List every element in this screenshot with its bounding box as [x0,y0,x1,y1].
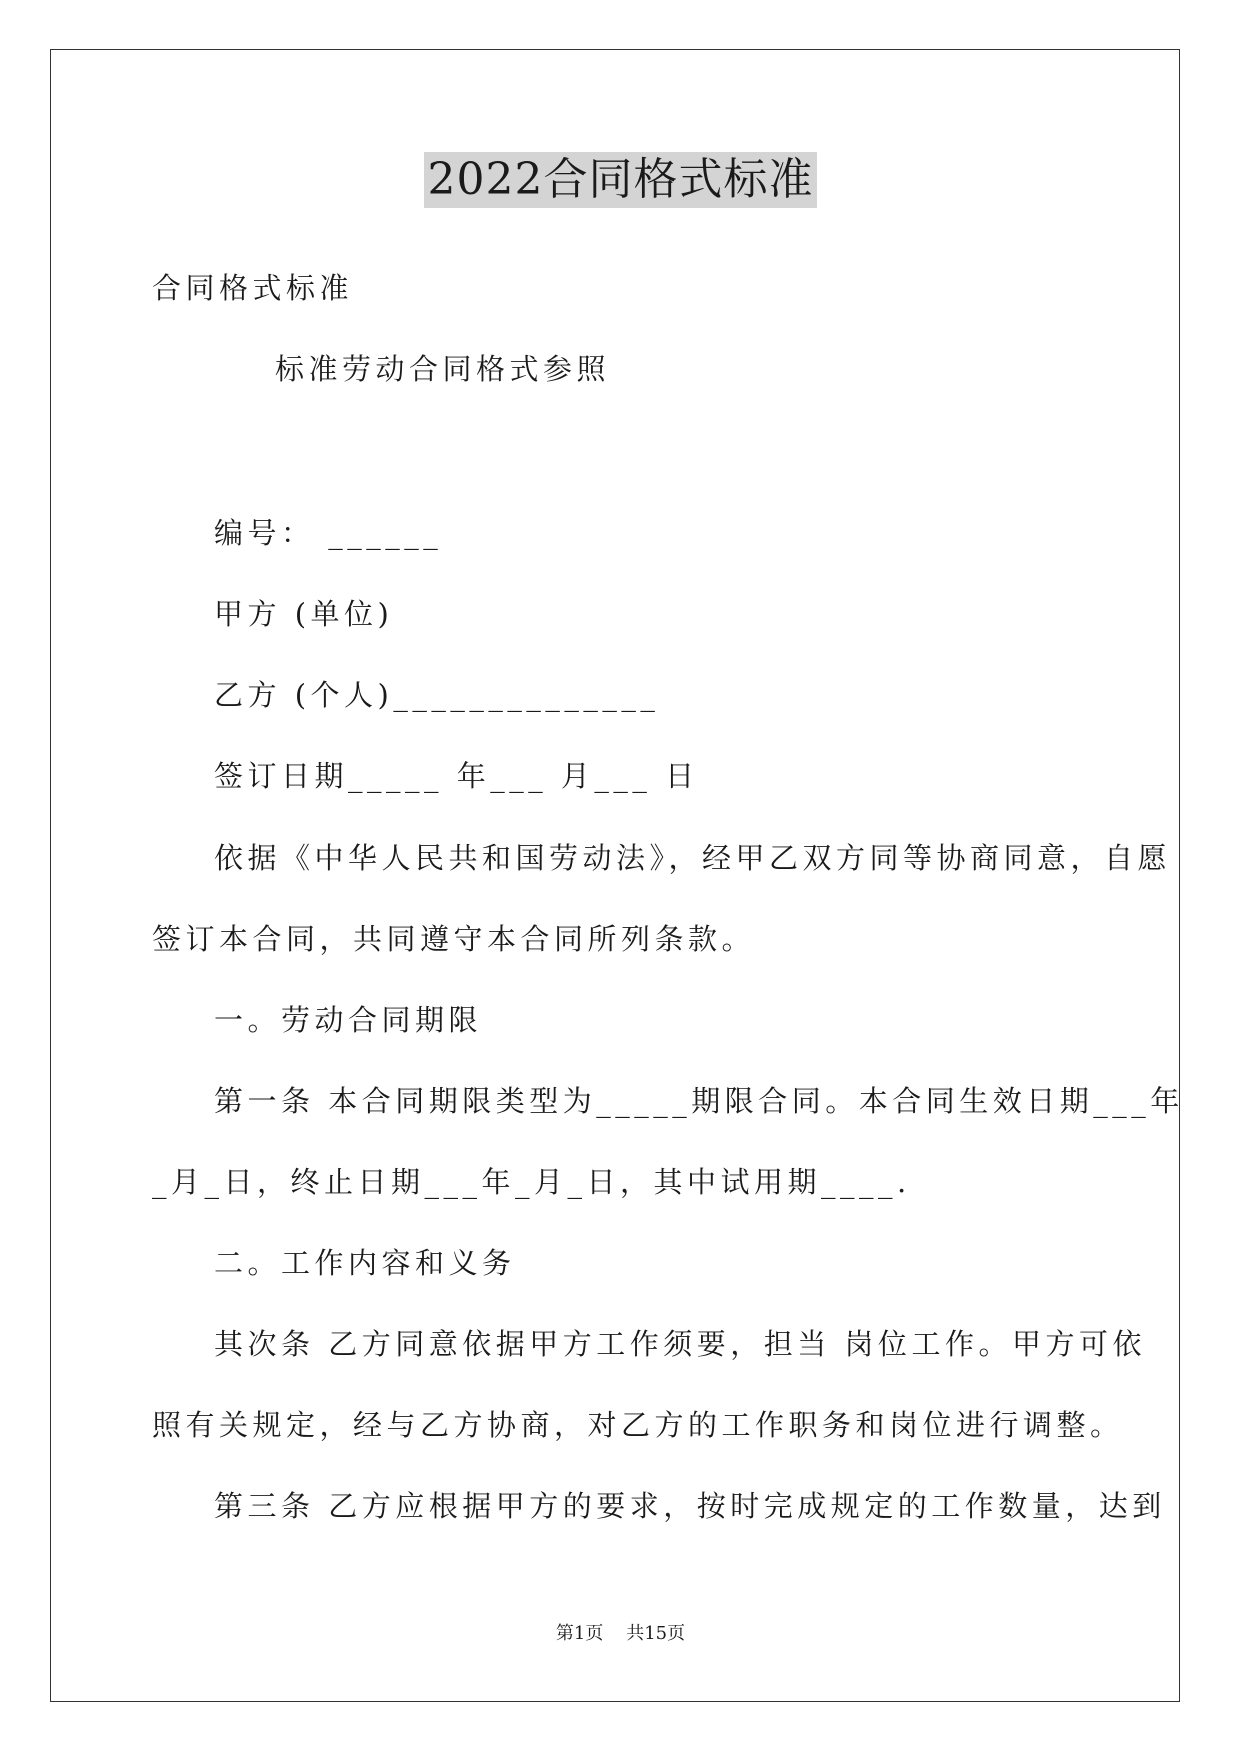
signing-date-line: 签订日期_____ 年___ 月___ 日 [214,759,699,793]
clause-heading: 二。工作内容和义务 [214,1246,516,1280]
document-title: 2022合同格式标准 [424,152,818,208]
party-b-line: 乙方 (个人)______________ [214,678,660,712]
title-container [0,152,1241,208]
body-paragraph-line: 其次条 乙方同意依据甲方工作须要，担当 岗位工作。甲方可依 [214,1327,1146,1361]
body-paragraph-line: 签订本合同，共同遵守本合同所列条款。 [152,922,756,956]
body-paragraph-line: _月_日，终止日期___年_月_日，其中试用期____. [152,1165,911,1199]
clause-heading: 一。劳动合同期限 [214,1003,483,1037]
contract-number-line: 编号： ______ [214,516,443,550]
party-a-line: 甲方 (单位) [214,597,394,631]
body-paragraph-line: 第一条 本合同期限类型为_____期限合同。本合同生效日期___年 [214,1084,1184,1118]
subtitle-line: 合同格式标准 [152,271,354,305]
page-number-footer: 第1页 共15页 [555,1623,686,1644]
body-paragraph-line: 照有关规定，经与乙方协商，对乙方的工作职务和岗位进行调整。 [152,1408,1124,1442]
section-heading: 标准劳动合同格式参照 [275,352,611,386]
body-paragraph-line: 依据《中华人民共和国劳动法》，经甲乙双方同等协商同意，自愿 [214,841,1172,875]
body-paragraph-line: 第三条 乙方应根据甲方的要求，按时完成规定的工作数量，达到 [214,1489,1166,1523]
